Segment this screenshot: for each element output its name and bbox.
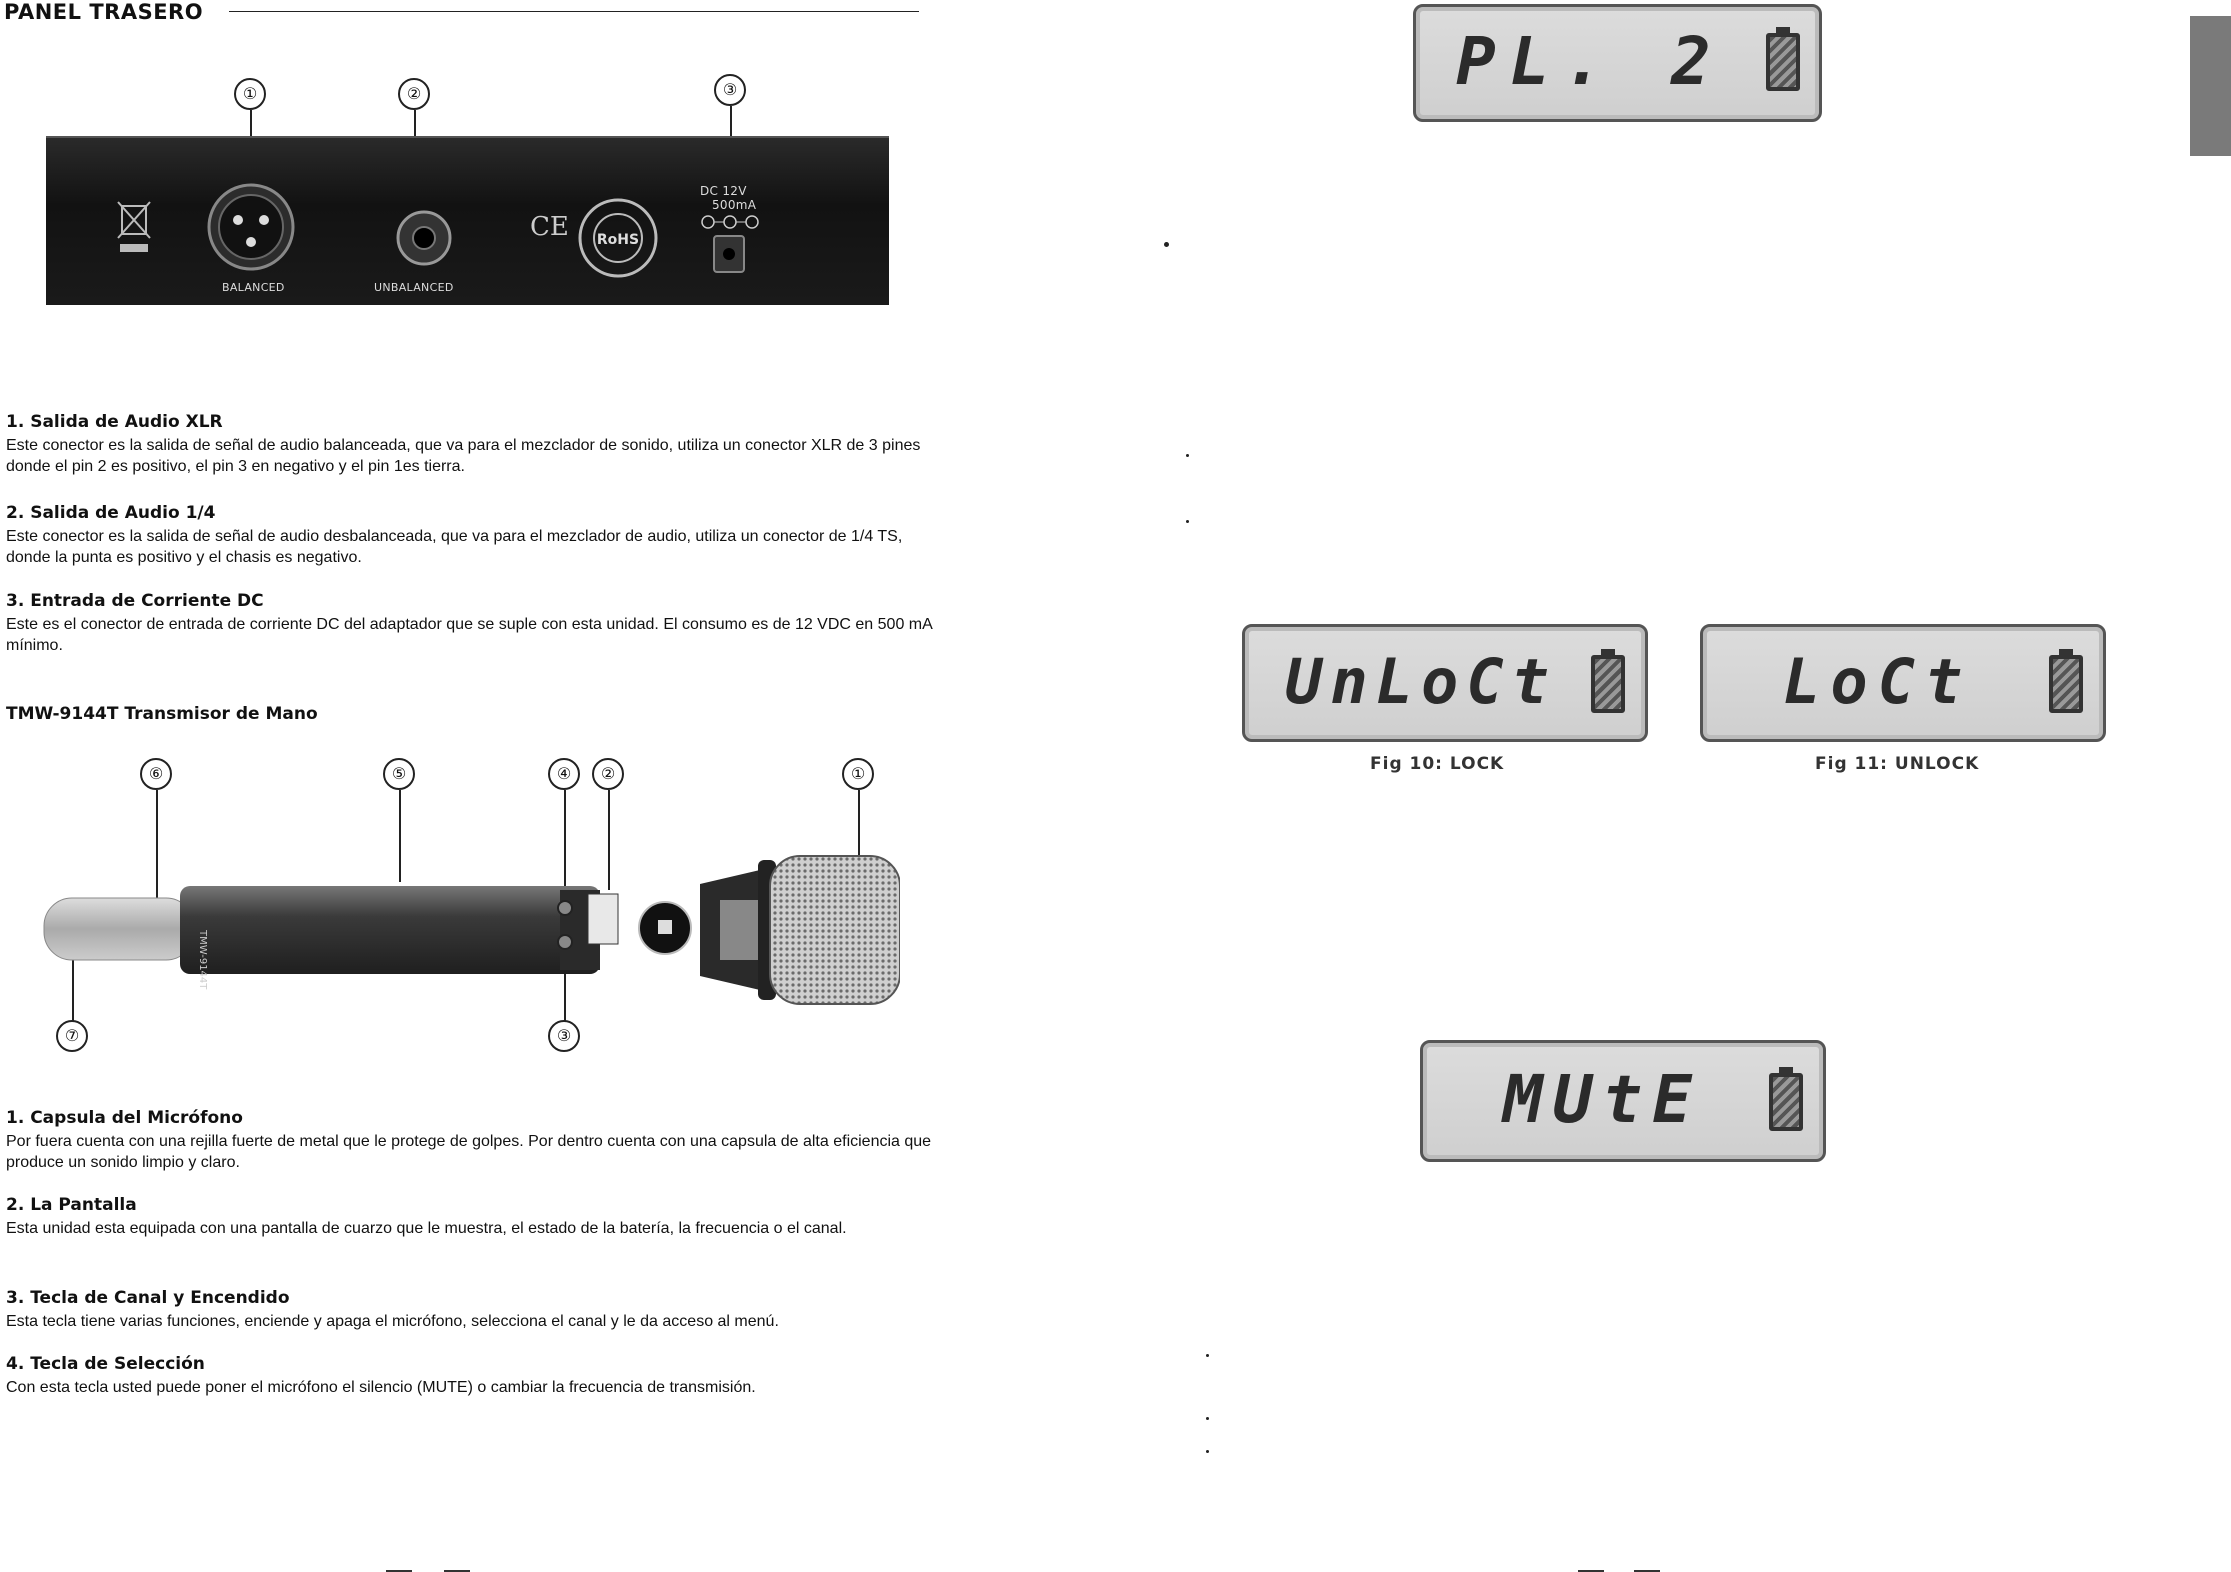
fig11-caption: Fig 11: UNLOCK <box>1815 754 1980 774</box>
title-rule <box>229 11 919 12</box>
section-heading: 3. Entrada de Corriente DC <box>6 591 264 611</box>
bullet-dot <box>1164 242 1169 247</box>
mic-body-label: TMW-9144T <box>197 930 208 990</box>
section-text: Este conector es la salida de señal de audio desbalanceada, que va para el mezclador de audio, utiliza un conector de 1/4 TS, donde la punta es positivo y el chasis es negativo. <box>6 528 903 566</box>
weee-icon <box>116 200 152 256</box>
ce-mark: CE <box>530 212 569 242</box>
battery-icon <box>1766 33 1800 91</box>
section-heading: 3. Tecla de Canal y Encendido <box>6 1288 290 1308</box>
section-heading: 2. La Pantalla <box>6 1195 137 1215</box>
mic-callout-7: ⑦ <box>56 1020 88 1052</box>
lcd-display-unlock <box>1242 624 1648 742</box>
bullet-dot <box>1206 1354 1209 1357</box>
bullet-dot <box>1206 1450 1209 1453</box>
dc-label: DC 12V <box>700 184 747 198</box>
section-heading: 4. Tecla de Selección <box>6 1354 205 1374</box>
battery-icon <box>1769 1073 1803 1131</box>
polarity-icon <box>700 212 760 232</box>
balanced-label: BALANCED <box>222 281 285 294</box>
section-heading: 1. Salida de Audio XLR <box>6 412 223 432</box>
section-heading: 2. Salida de Audio 1/4 <box>6 503 216 523</box>
lcd-text: PL. 2 <box>1456 23 1725 100</box>
lcd-text: LoCt <box>1783 645 1973 718</box>
lcd-text: UnLoCt <box>1285 645 1557 718</box>
mic-callout-1: ① <box>842 758 874 790</box>
bullet-dot <box>1186 454 1189 457</box>
lcd-text: MUtE <box>1503 1061 1702 1138</box>
bullet-dot <box>1186 520 1189 523</box>
battery-icon <box>2049 655 2083 713</box>
lcd-display-mute <box>1420 1040 1826 1162</box>
xlr-connector-icon <box>206 182 296 272</box>
mic-callout-2: ② <box>592 758 624 790</box>
svg-text:RoHS: RoHS <box>596 232 640 248</box>
section-heading: 1. Capsula del Micrófono <box>6 1108 243 1128</box>
quarter-inch-jack-icon <box>394 208 454 268</box>
mic-callout-3: ③ <box>548 1020 580 1052</box>
section-text: Con esta tecla usted puede poner el micrófono el silencio (MUTE) o cambiar la frecuencia de transmisión. <box>6 1379 756 1396</box>
rear-panel-photo <box>46 136 889 305</box>
fig10-caption: Fig 10: LOCK <box>1370 754 1505 774</box>
bullet-dot <box>1206 1417 1209 1420</box>
battery-icon <box>1591 655 1625 713</box>
lcd-display-lock <box>1700 624 2106 742</box>
microphone-photo <box>40 850 900 1010</box>
callout-2: ② <box>398 78 430 110</box>
callout-3: ③ <box>714 74 746 106</box>
unbalanced-label: UNBALANCED <box>374 281 454 294</box>
transmitter-title: TMW-9144T Transmisor de Mano <box>6 704 318 724</box>
section-text: Esta unidad esta equipada con una pantalla de cuarzo que le muestra, el estado de la batería, la frecuencia o el canal. <box>6 1220 847 1237</box>
section-tab-marker <box>2190 16 2231 156</box>
ma-label: 500mA <box>712 198 757 212</box>
mic-callout-5: ⑤ <box>383 758 415 790</box>
rohs-seal-icon <box>576 196 660 280</box>
section-text: Por fuera cuenta con una rejilla fuerte de metal que le protege de golpes. Por dentro cuenta con una capsula de alta eficiencia que produce un sonido limpio y claro. <box>6 1133 932 1171</box>
section-text: Este es el conector de entrada de corriente DC del adaptador que se suple con esta unidad. El consumo es de 12 VDC en 500 mA mínimo. <box>6 616 932 654</box>
section-text: Este conector es la salida de señal de audio balanceada, que va para el mezclador de sonido, utiliza un conector XLR de 3 pines donde el pin 2 es positivo, el pin 3 en negativo y el pin 1es tierra. <box>6 437 921 475</box>
mic-callout-6: ⑥ <box>140 758 172 790</box>
dc-jack-icon <box>712 234 746 274</box>
page-title: PANEL TRASERO <box>4 0 204 24</box>
callout-1: ① <box>234 78 266 110</box>
mic-callout-4: ④ <box>548 758 580 790</box>
lcd-display-pl2 <box>1413 4 1822 122</box>
section-text: Esta tecla tiene varias funciones, enciende y apaga el micrófono, selecciona el canal y le da acceso al menú. <box>6 1313 779 1330</box>
